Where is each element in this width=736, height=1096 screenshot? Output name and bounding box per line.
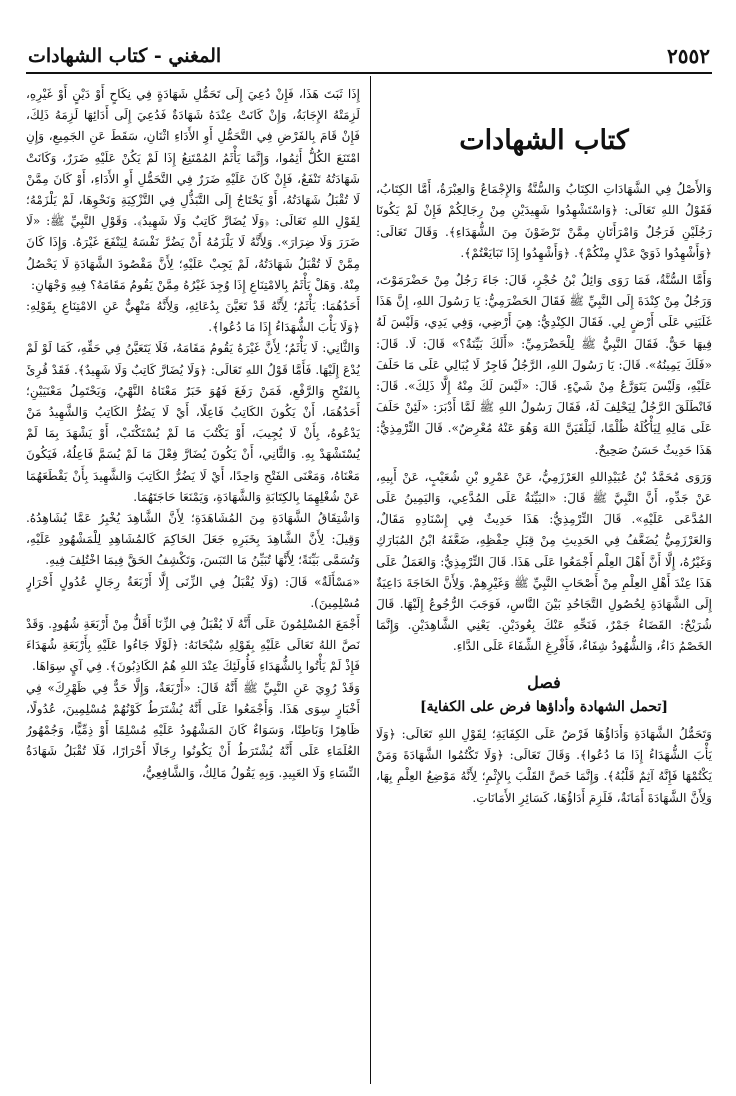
paragraph: وَاشْتِقَاقُ الشَّهَادَةِ مِنَ المُشَاهَدَةِ؛ لِأَنَّ الشَّاهِدَ يُخْبِرُ عَمَّا يُشَاهِدُهُ. وَقِيلَ: لِأَنَّ الشَّاهِدَ بِخَبَرِهِ جَعَلَ الحَاكِمَ كَالمُشَاهِدِ لِلْمَشْهُودِ عَلَيْهِ، وَتُسَمَّى بَيِّنَةً؛ لِأَنَّهَا تُبَيِّنُ مَا التَبَسَ، وَتَكْشِفُ الحَقَّ فِيمَا اخْتُلِفَ فِيهِ. xyxy=(26,511,360,568)
running-title: المغني - كتاب الشهادات xyxy=(28,45,222,67)
section-heading: فصل xyxy=(527,672,561,692)
page-header xyxy=(28,42,710,70)
paragraph: وَرَوَى مُحَمَّدُ بْنُ عُبَيْدِاللهِ العَرْزَمِيُّ، عَنْ عَمْرِو بْنِ شُعَيْبٍ، عَنْ أَبِيهِ، عَنْ جَدِّهِ، أَنَّ النَّبِيَّ ﷺ قَالَ: «البَيِّنَةُ عَلَى المُدَّعِي، وَاليَمِينُ عَلَى المُدَّعَى عَلَيْهِ». قَالَ التِّرْمِذِيُّ: هَذَا حَدِيثٌ فِي إِسْنَادِهِ مَقَالٌ، وَالعَرْزَمِيُّ يُضَعَّفُ فِي الحَدِيثِ مِنْ قِبَلِ حِفْظِهِ، ضَعَّفَهُ ابْنُ المُبَارَكِ وَغَيْرُهُ، إِلَّا أَنَّ أَهْلَ العِلْمِ أَجْمَعُوا عَلَى هَذَا. قَالَ التِّرْمِذِيُّ: وَالعَمَلُ عَلَى هَذَا عِنْدَ أَهْلِ العِلْمِ مِنْ أَصْحَابِ النَّبِيِّ ﷺ وَغَيْرِهِمْ. وَلِأَنَّ الحَاجَةَ دَاعِيَةٌ إِلَى الشَّهَادَةِ لِحُصُولِ التَّجَاحُدِ بَيْنَ النَّاسِ، فَوَجَبَ الرُّجُوعُ إِلَيْهَا. قَالَ شُرَيْحٌ: القَضَاءُ جَمْرٌ، فَنَحِّهِ عَنْكَ بِعُودَيْنِ. يَعْنِي الشَّاهِدَيْنِ. وَإِنَّمَا الخَصْمُ دَاءٌ، وَالشُّهُودُ شِفَاءٌ، فَأَفْرِغِ الشِّفَاءَ عَلَى الدَّاءِ. xyxy=(376,469,712,654)
column-divider xyxy=(370,76,371,1084)
paragraph: «مَسْأَلَةٌ» قَالَ: (وَلَا يُقْبَلُ فِي الزِّنَى إِلَّا أَرْبَعَةُ رِجَالٍ عُدُولٍ أَحْرَارٍ مُسْلِمِينَ). xyxy=(26,574,360,610)
section-subheading: [تحمل الشهادة وأداؤها فرض على الكفاية] xyxy=(419,698,668,715)
paragraph: وَالثَّانِي: لَا يَأْثَمُ؛ لِأَنَّ غَيْرَهُ يَقُومُ مَقَامَهُ، فَلَا يَتَعَيَّنُ فِي حَقِّهِ، كَمَا لَوْ لَمْ يُدْعَ إِلَيْهَا. فَأَمَّا قَوْلُ اللهِ تَعَالَى: ﴿وَلَا يُضَارَّ كَاتِبٌ وَلَا شَهِيدٌ﴾. فَقَدْ قُرِئَ بِالفَتْحِ وَالرَّفْعِ، فَمَنْ رَفَعَ فَهُوَ خَبَرٌ مَعْنَاهُ النَّهْيُ، وَيَحْتَمِلُ مَعْنَيَيْنِ؛ أَحَدُهُمَا، أَنْ يَكُونَ الكَاتِبُ فَاعِلًا، أَيْ لَا يَضُرُّ الكَاتِبُ وَالشَّهِيدُ مَنْ يَدْعُوهُ، بِأَنْ لَا يُجِيبَ، أَوْ يَكْتُبَ مَا لَمْ يُسْتَكْتَبْ، أَوْ يَشْهَدَ بِمَا لَمْ يُسْتَشْهَدْ بِهِ. وَالثَّانِي، أَنْ يَكُونَ يُضَارَّ فِعْلَ مَا لَمْ يُسَمَّ فَاعِلُهُ، فَيَكُونَ مَعْنَاهُ، وَمَعْنَى الفَتْحِ وَاحِدًا، أَيْ لَا يَضُرُّ الكَاتِبَ وَالشَّهِيدَ بِأَنْ يَقْطَعَهُمَا عَنْ شُغْلِهِمَا بِالكِتَابَةِ وَالشَّهَادَةِ، وَيَمْنَعَا حَاجَتَهُمَا. xyxy=(26,341,360,504)
paragraph: وَأَمَّا السُّنَّةُ، فَمَا رَوَى وَائِلُ بْنُ حُجْرٍ، قَالَ: جَاءَ رَجُلٌ مِنْ حَضْرَمَوْتَ، وَرَجُلٌ مِنْ كِنْدَةَ إِلَى النَّبِيِّ ﷺ فَقَالَ الحَضْرَمِيُّ: يَا رَسُولَ اللهِ، إِنَّ هَذَا غَلَبَنِي عَلَى أَرْضٍ لِي. فَقَالَ الكِنْدِيُّ: هِيَ أَرْضِي، وَفِي يَدِي، وَلَيْسَ لَهُ فِيهَا حَقٌّ. فَقَالَ النَّبِيُّ ﷺ لِلْحَضْرَمِيِّ: «أَلَكَ بَيِّنَةٌ؟» قَالَ: لَا. قَالَ: «فَلَكَ يَمِينُهُ». قَالَ: يَا رَسُولَ اللهِ، الرَّجُلُ فَاجِرٌ لَا يُبَالِي عَلَى مَا حَلَفَ عَلَيْهِ، وَلَيْسَ يَتَوَرَّعُ مِنْ شَيْءٍ. قَالَ: «لَيْسَ لَكَ مِنْهُ إِلَّا ذَلِكَ». قَالَ: فَانْطَلَقَ الرَّجُلُ لِيَحْلِفَ لَهُ، فَقَالَ رَسُولُ اللهِ ﷺ لَمَّا أَدْبَرَ: «لَئِنْ حَلَفَ عَلَى مَالِهِ لِيَأْكُلَهُ ظُلْمًا، لَيَلْقَيَنَّ اللهَ وَهُوَ عَنْهُ مُعْرِضٌ». قَالَ التِّرْمِذِيُّ: هَذَا حَدِيثٌ حَسَنٌ صَحِيحٌ. xyxy=(376,273,712,457)
paragraph: أَجْمَعَ المُسْلِمُونَ عَلَى أَنَّهُ لَا يُقْبَلُ فِي الزِّنَا أَقَلُّ مِنْ أَرْبَعَةِ شُهُودٍ. وَقَدْ نَصَّ اللهُ تَعَالَى عَلَيْهِ بِقَوْلِهِ سُبْحَانَهُ: ﴿لَوْلَا جَاءُوا عَلَيْهِ بِأَرْبَعَةِ شُهَدَاءَ فَإِذْ لَمْ يَأْتُوا بِالشُّهَدَاءِ فَأُولَئِكَ عِنْدَ اللهِ هُمُ الكَاذِبُونَ﴾. فِي آيٍ سِوَاهَا. xyxy=(26,617,360,674)
paragraph: إِذَا ثَبَتَ هَذَا، فَإِنْ دُعِيَ إِلَى تَحَمُّلِ شَهَادَةٍ فِي نِكَاحٍ أَوْ دَيْنٍ أَوْ غَيْرِهِ، لَزِمَتْهُ الإِجَابَةُ، وَإِنْ كَانَتْ عِنْدَهُ شَهَادَةٌ فَدُعِيَ إِلَى أَدَائِهَا لَزِمَهُ ذَلِكَ، فَإِنْ قَامَ بِالفَرْضِ فِي التَّحَمُّلِ أَوِ الأَدَاءِ اثْنَانِ، سَقَطَ عَنِ الجَمِيعِ، وَإِنِ امْتَنَعَ الكُلُّ أَثِمُوا، وَإِنَّمَا يَأْثَمُ المُمْتَنِعُ إِذَا لَمْ يَكُنْ عَلَيْهِ ضَرَرٌ، وَكَانَتْ شَهَادَتُهُ تَنْفَعُ، فَإِنْ كَانَ عَلَيْهِ ضَرَرٌ فِي التَّحَمُّلِ أَوِ الأَدَاءِ، أَوْ كَانَ مِمَّنْ لَا تُقْبَلُ شَهَادَتُهُ، أَوْ يَحْتَاجُ إِلَى التَّبَذُّلِ فِي التَّزْكِيَةِ وَنَحْوِهَا، لَمْ يَلْزَمْهُ؛ لِقَوْلِ اللهِ تَعَالَى: ﴿وَلَا يُضَارَّ كَاتِبٌ وَلَا شَهِيدٌ﴾. وَقَوْلِ النَّبِيِّ ﷺ: «لَا ضَرَرَ وَلَا ضِرَارَ». وَلِأَنَّهُ لَا يَلْزَمُهُ أَنْ يَضُرَّ نَفْسَهُ لِيَنْفَعَ غَيْرَهُ. وَإِذَا كَانَ مِمَّنْ لَا تُقْبَلُ شَهَادَتُهُ، لَمْ يَجِبْ عَلَيْهِ؛ لِأَنَّ مَقْصُودَ الشَّهَادَةِ لَا يَحْصُلُ مِنْهُ. وَهَلْ يَأْثَمُ بِالامْتِنَاعِ إِذَا وُجِدَ غَيْرُهُ مِمَّنْ يَقُومُ مَقَامَهُ؟ فِيهِ وَجْهَانِ: xyxy=(26,87,360,292)
header-rule xyxy=(26,72,712,74)
paragraph: أَحَدُهُمَا: يَأْثَمُ؛ لِأَنَّهُ قَدْ تَعَيَّنَ بِدُعَائِهِ، وَلِأَنَّهُ مَنْهِيٌّ عَنِ الامْتِنَاعِ بِقَوْلِهِ: ﴿وَلَا يَأْبَ الشُّهَدَاءُ إِذَا مَا دُعُوا﴾. xyxy=(26,299,360,335)
paragraph: وَتَحَمُّلُ الشَّهَادَةِ وَأَدَاؤُهَا فَرْضٌ عَلَى الكِفَايَةِ؛ لِقَوْلِ اللهِ تَعَالَى: ﴿وَلَا يَأْبَ الشُّهَدَاءُ إِذَا مَا دُعُوا﴾. وَقَالَ تَعَالَى: ﴿وَلَا تَكْتُمُوا الشَّهَادَةَ وَمَنْ يَكْتُمْهَا فَإِنَّهُ آثِمٌ قَلْبُهُ﴾. وَإِنَّمَا خَصَّ القَلْبَ بِالإِثْمِ؛ لِأَنَّهُ مَوْضِعُ العِلْمِ بِهَا، وَلِأَنَّ الشَّهَادَةَ أَمَانَةٌ، فَلَزِمَ أَدَاؤُهَا، كَسَائِرِ الأَمَانَاتِ. xyxy=(376,727,712,805)
left-column xyxy=(26,84,360,1078)
book-title: كتاب الشهادات xyxy=(459,125,629,156)
right-column xyxy=(376,84,712,1078)
page-number: ٢٥٥٢ xyxy=(667,44,710,68)
paragraph: وَقَدْ رُوِيَ عَنِ النَّبِيِّ ﷺ أَنَّهُ قَالَ: «أَرْبَعَةٌ، وَإِلَّا حَدٌّ فِي ظَهْرِكَ» فِي أَخْبَارٍ سِوَى هَذَا. وَأَجْمَعُوا عَلَى أَنَّهُ يُشْتَرَطُ كَوْنُهُمْ مُسْلِمِينَ، عُدُولًا، ظَاهِرًا وَبَاطِنًا، وَسَوَاءٌ كَانَ المَشْهُودُ عَلَيْهِ مُسْلِمًا أَوْ ذِمِّيًّا، وَجُمْهُورُ العُلَمَاءِ عَلَى أَنَّهُ يُشْتَرَطُ أَنْ يَكُونُوا رِجَالًا أَحْرَارًا، فَلَا تُقْبَلُ شَهَادَةُ النِّسَاءِ وَلَا العَبِيدِ. وَبِهِ يَقُولُ مَالِكٌ، وَالشَّافِعِيُّ، xyxy=(26,680,360,780)
paragraph: وَالأَصْلُ فِي الشَّهَادَاتِ الكِتَابُ وَالسُّنَّةُ وَالإِجْمَاعُ وَالعِبْرَةُ، أَمَّا الكِتَابُ، فَقَوْلُ اللهِ تَعَالَى: ﴿وَاسْتَشْهِدُوا شَهِيدَيْنِ مِنْ رِجَالِكُمْ فَإِنْ لَمْ يَكُونَا رَجُلَيْنِ فَرَجُلٌ وَامْرَأَتَانِ مِمَّنْ تَرْضَوْنَ مِنَ الشُّهَدَاءِ﴾. وَقَالَ تَعَالَى: ﴿وَأَشْهِدُوا ذَوَيْ عَدْلٍ مِنْكُمْ﴾. ﴿وَأَشْهِدُوا إِذَا تَبَايَعْتُمْ﴾. xyxy=(376,182,712,260)
